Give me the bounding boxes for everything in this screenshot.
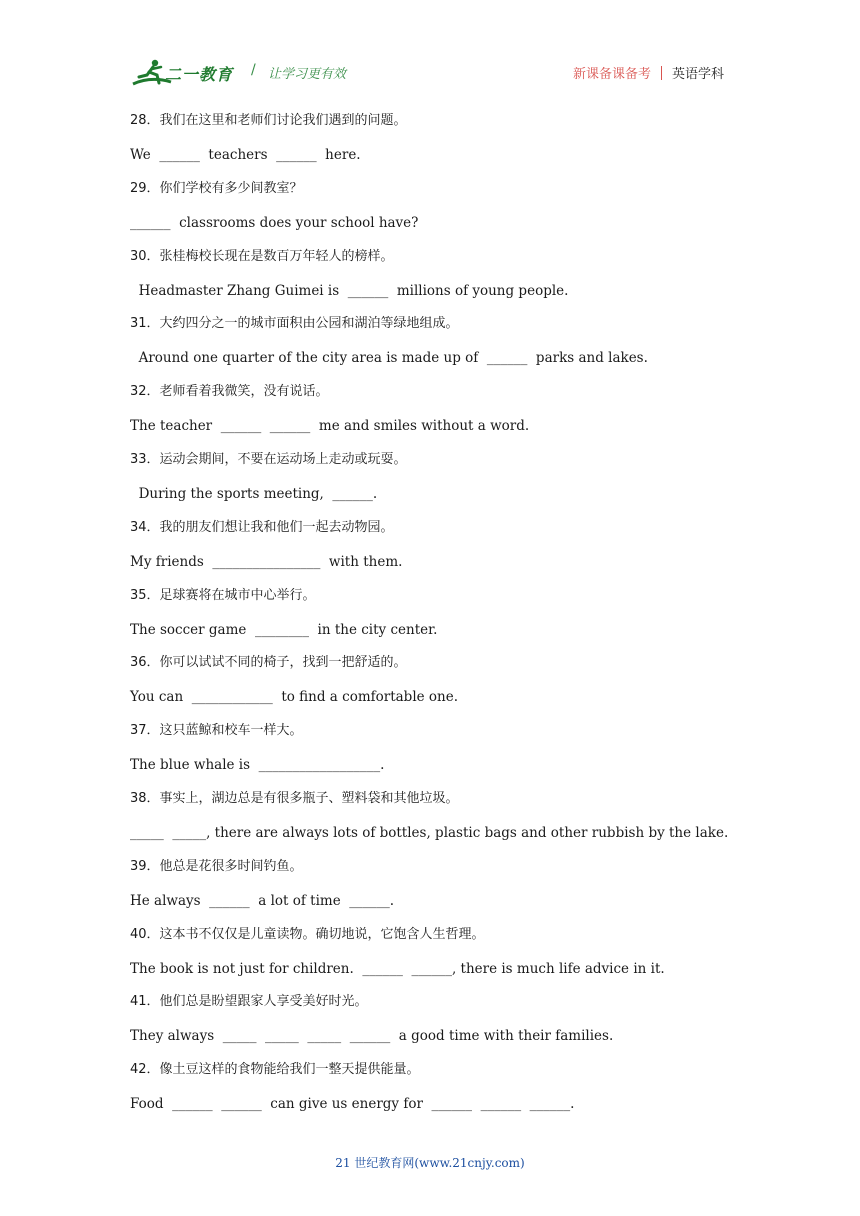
- header-tag-subject: 英语学科: [671, 67, 724, 82]
- question-chinese: 28．我们在这里和老师们讨论我们遇到的问题。: [130, 113, 407, 128]
- question-chinese: 38．事实上，湖边总是有很多瓶子、塑料袋和其他垃圾。: [130, 790, 459, 806]
- question-english: The soccer game ________ in the city center.: [130, 621, 438, 638]
- header-tag-prep: 新课备课备考: [572, 67, 651, 82]
- question-list: [130, 110, 750, 1127]
- header-slash: /: [251, 62, 256, 78]
- question-english: Around one quarter of the city area is made up of ______ parks and lakes.: [130, 350, 648, 367]
- question-chinese: 39．他总是花很多时间钓鱼。: [130, 858, 303, 874]
- question-item: [130, 652, 750, 720]
- question-english: Food ______ ______ can give us energy for ______ ______ ______.: [130, 1096, 575, 1113]
- question-item: [130, 381, 750, 449]
- question-item: [130, 585, 750, 653]
- question-chinese: 29．你们学校有多少间教室？: [130, 180, 303, 196]
- question-chinese: 34．我的朋友们想让我和他们一起去动物园。: [130, 519, 394, 535]
- question-item: [130, 856, 750, 924]
- question-item: [130, 313, 750, 381]
- question-english: The teacher ______ ______ me and smiles without a word.: [130, 418, 530, 435]
- question-english: My friends ________________ with them.: [130, 553, 403, 570]
- question-english: The blue whale is __________________.: [130, 757, 385, 774]
- question-chinese: 37．这只蓝鲸和校车一样大。: [130, 723, 303, 739]
- question-chinese: 42．像土豆这样的食物能给我们一整天提供能量。: [130, 1062, 420, 1078]
- question-english: ______ classrooms does your school have?: [130, 214, 419, 231]
- question-chinese: 41．他们总是盼望跟家人享受美好时光。: [130, 994, 368, 1010]
- question-english: _____ _____, there are always lots of bottles, plastic bags and other rubbish by the lake.: [130, 824, 729, 841]
- question-item: [130, 517, 750, 585]
- question-chinese: 31．大约四分之一的城市面积由公园和湖泊等绿地组成。: [130, 316, 459, 332]
- question-item: [130, 449, 750, 517]
- question-item: [130, 246, 750, 314]
- question-chinese: 30．张桂梅校长现在是数百万年轻人的榜样。: [130, 248, 394, 264]
- question-english: We ______ teachers ______ here.: [130, 147, 361, 163]
- question-item: [130, 110, 750, 178]
- header-divider: [661, 66, 662, 80]
- question-item: [130, 178, 750, 246]
- question-english: Headmaster Zhang Guimei is ______ millions of young people.: [130, 282, 569, 299]
- logo-text: 二一教育: [165, 65, 234, 84]
- question-chinese: 32．老师看着我微笑，没有说话。: [130, 384, 329, 400]
- page-footer: 21 世纪教育网(www.21cnjy.com): [335, 1156, 525, 1170]
- page-header: [0, 0, 860, 100]
- question-chinese: 33．运动会期间，不要在运动场上走动或玩耍。: [130, 451, 407, 467]
- question-english: The book is not just for children. ______ ______, there is much life advice in it.: [130, 960, 665, 977]
- slogan: 让学习更有效: [268, 67, 347, 82]
- question-item: [130, 991, 750, 1059]
- header-right: [573, 63, 724, 82]
- question-english: They always _____ _____ _____ ______ a good time with their families.: [130, 1028, 614, 1045]
- question-item: [130, 924, 750, 992]
- question-chinese: 36．你可以试试不同的椅子，找到一把舒适的。: [130, 655, 407, 671]
- question-item: [130, 720, 750, 788]
- question-english: During the sports meeting, ______.: [130, 485, 378, 502]
- question-chinese: 40．这本书不仅仅是儿童读物。确切地说，它饱含人生哲理。: [130, 926, 485, 942]
- question-english: He always ______ a lot of time ______.: [130, 892, 395, 909]
- question-item: [130, 1059, 750, 1127]
- question-english: You can ____________ to find a comfortable one.: [130, 689, 459, 706]
- question-chinese: 35．足球赛将在城市中心举行。: [130, 587, 316, 603]
- question-item: [130, 788, 750, 856]
